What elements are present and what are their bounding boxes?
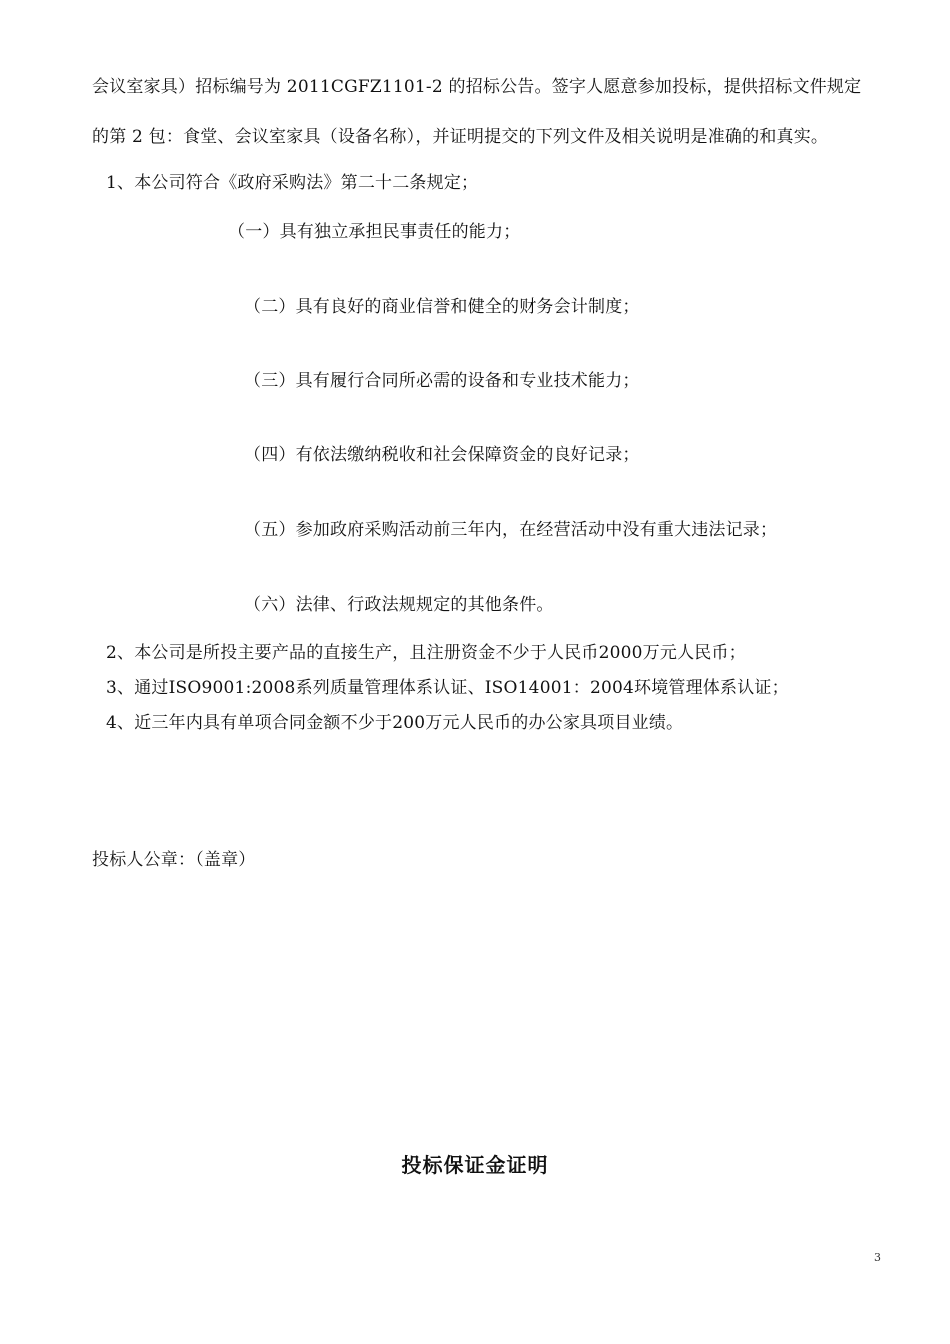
page-number: 3 — [874, 1251, 881, 1264]
clause-2: 2、本公司是所投主要产品的直接生产，且注册资金不少于人民币2000万元人民币； — [106, 643, 746, 663]
section-title: 投标保证金证明 — [401, 1153, 549, 1177]
sub-clause-4: （四）有依法缴纳税收和社会保障资金的良好记录； — [244, 445, 640, 465]
intro-line-1: 会议室家具）招标编号为 2011CGFZ1101-2 的招标公告。签字人愿意参加投标，提供招标文件规定 — [92, 77, 862, 97]
clause-4: 4、近三年内具有单项合同金额不少于200万元人民币的办公家具项目业绩。 — [106, 713, 684, 733]
intro-line-2: 的第 2 包：食堂、会议室家具（设备名称），并证明提交的下列文件及相关说明是准确的和真实。 — [92, 127, 829, 147]
clause-3: 3、通过ISO9001:2008系列质量管理体系认证、ISO14001：2004环境管理体系认证； — [106, 678, 789, 698]
sub-clause-6: （六）法律、行政法规规定的其他条件。 — [244, 595, 554, 615]
sub-clause-5: （五）参加政府采购活动前三年内，在经营活动中没有重大违法记录； — [244, 520, 778, 540]
bidder-seal-line: 投标人公章：（盖章） — [92, 850, 256, 870]
sub-clause-2: （二）具有良好的商业信誉和健全的财务会计制度； — [244, 297, 640, 317]
sub-clause-3: （三）具有履行合同所必需的设备和专业技术能力； — [244, 371, 640, 391]
sub-clause-1: （一）具有独立承担民事责任的能力； — [228, 222, 521, 242]
clause-1: 1、本公司符合《政府采购法》第二十二条规定； — [106, 173, 479, 193]
